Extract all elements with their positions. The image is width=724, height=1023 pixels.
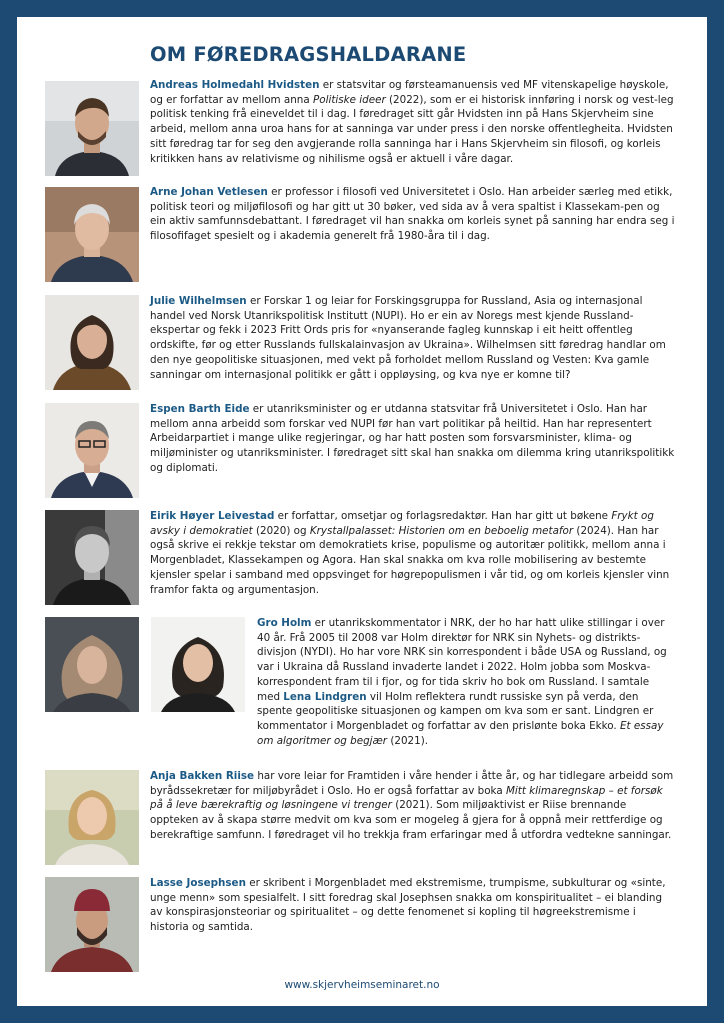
page (17, 17, 707, 1006)
speaker-photo-holm (45, 617, 139, 712)
speaker-bio-josephsen: Lasse Josephsen er skribent i Morgenbladet med ekstremisme, trumpisme, subkulturar og «sinte, unge menn» som spesialfelt. I sitt foredrag skal Josephsen snakka om konspiritualitet – ei blanding av konspirasjonsteoriar og spiritualitet – og dette fenomenet si kopling til høgreekstremisme i historia og samtida. (150, 877, 666, 934)
speaker-name: Anja Bakken Riise (150, 770, 255, 782)
speaker-bio-hvidsten: Andreas Holmedahl Hvidsten er statsvitar og førsteamanuensis ved MF vitenskapelige høyskole, og er forfattar av mellom anna Politiske ideer (2022), som er ei historisk innføring i norsk og vest-leg politisk tenking frå eineveldet til i dag. I føredraget sitt går Hvidsten inn på Hans Skjervheim sine arbeid, mellom anna uroa hans for at sanninga var under press i den norske offentlegheita. Hvidsten sitt føredrag tar for seg den avgjerande rolla sanninga har i Hans Skjervheim sin filosofi, og korleis kritikken hans av relativisme og nihilisme også er aktuell i våre dagar. (150, 79, 674, 165)
speaker-photo-hvidsten (45, 81, 139, 176)
speaker-name: Lena Lindgren (283, 690, 367, 703)
speaker-name: Gro Holm (257, 617, 312, 629)
speaker-name: Julie Wilhelmsen (150, 295, 247, 307)
speaker-photo-eide (45, 403, 139, 498)
speaker-photo-riise (45, 770, 139, 865)
speaker-photo-vetlesen (45, 187, 139, 282)
speaker-name: Eirik Høyer Leivestad (150, 510, 275, 522)
speaker-photo-lindgren (151, 617, 245, 712)
speaker-bio-riise: Anja Bakken Riise har vore leiar for Framtiden i våre hender i åtte år, og har tidlegare arbeidd som byrådssekretær for miljøbyrådet i Oslo. Ho er også forfattar av boka Mitt klimaregnskap – et forsøk på å leve bærekraftig og løsningene vi trenger (2021). Som miljøaktivist er Riise brennande oppteken av å skapa større medvit om kva som er mogeleg å gjera for å oppnå meir rettferdige og berekraftige samfunn. I føredraget vil ho trekkja fram erfaringar med å utfordra vedtekne sanningar. (150, 770, 674, 841)
speaker-bio-leivestad: Eirik Høyer Leivestad er forfattar, omsetjar og forlagsredaktør. Han har gitt ut bøkene Frykt og avsky i demokratiet (2020) og Krystallpalasset: Historien om en beboelig metafor (2024). Han har også skrive ei rekkje tekstar om demokratiets krise, populisme og autoritær politikk, mellom anna i Morgenbladet, Klassekampen og Agora. Han skal snakka om kva rolle mobilisering av bestemte kjensler spelar i samband med oppsvinget for høgrepopulismen i vår tid, og om korleis kjensler vinn framfor fakta og argumentasjon. (150, 510, 670, 596)
speaker-bio-holm-lindgren: Gro Holm er utanrikskommentator i NRK, der ho har hatt ulike stillingar i over 40 år. Frå 2005 til 2008 var Holm direktør for NRK sin Nyhets- og distrikts-divisjon (NYDI). Ho har vore NRK sin korrespondent i både USA og Russland, og var i Ukraina då Russland invaderte landet i 2022. Holm jobba som Moskva-korrespondent fram til i fjor, og for tida skriv ho bok om Russland. I samtale med Lena Lindgren vil Holm reflektera rundt russiske syn på verda, den spente geopolitiske situasjonen og kampen om kva som er sant. Lindgren er kommentator i Morgenbladet og forfattar av den prislønte boka Ekko. Et essay om algoritmer og begjær (2021). (257, 617, 667, 747)
page-title: OM FØREDRAGSHALDARANE (150, 43, 467, 66)
speaker-name: Lasse Josephsen (150, 877, 246, 889)
speaker-name: Arne Johan Vetlesen (150, 186, 268, 198)
speaker-name: Espen Barth Eide (150, 403, 250, 415)
footer-website-link[interactable]: www.skjervheimseminaret.no (284, 979, 440, 991)
speaker-photo-josephsen (45, 877, 139, 972)
speaker-photo-leivestad (45, 510, 139, 605)
speaker-bio-eide: Espen Barth Eide er utanriksminister og er utdanna statsvitar frå Universitetet i Oslo. Han har mellom anna arbeidd som forskar ved NUPI før han vart politikar på heiltid. Han har representert Arbeidarpartiet i mange ulike regjeringar, og har hatt posten som forsvarsminister, klima- og miljøminister og utanriksminister. I føredraget sitt skal han snakka om dilemma kring utanrikspolitikk og diplomati. (150, 403, 675, 474)
speaker-photo-wilhelmsen (45, 295, 139, 390)
speaker-name: Andreas Holmedahl Hvidsten (150, 79, 320, 91)
speaker-bio-vetlesen: Arne Johan Vetlesen er professor i filosofi ved Universitetet i Oslo. Han arbeider særleg med etikk, politisk teori og miljøfilosofi og har gitt ut 30 bøker, ved sida av å vera spaltist i Klassekam-pen og ein aktiv samfunnsdebattant. I føredraget vil han snakka om korleis synet på sanning har endra seg i filosofifaget spesielt og i akademia generelt frå 1980-åra til i dag. (150, 186, 675, 243)
speaker-bio-wilhelmsen: Julie Wilhelmsen er Forskar 1 og leiar for Forskingsgruppa for Russland, Asia og internasjonal handel ved Norsk Utanrikspolitisk Institutt (NUPI). Ho er ein av Noregs mest kjende Russland-ekspertar og fekk i 2023 Fritt Ords pris for «nyanserande fagleg kunnskap i eit heitt offentleg ordskifte, før og etter Russlands fullskalainvasjon av Ukraina». Wilhelmsen sitt føredrag handlar om den nye geopolitiske situasjonen, med vekt på forholdet mellom Russland og Vesten: Kva gamle sanningar om internasjonal politikk er gått i oppløysing, og kva nye er komne til? (150, 295, 666, 381)
